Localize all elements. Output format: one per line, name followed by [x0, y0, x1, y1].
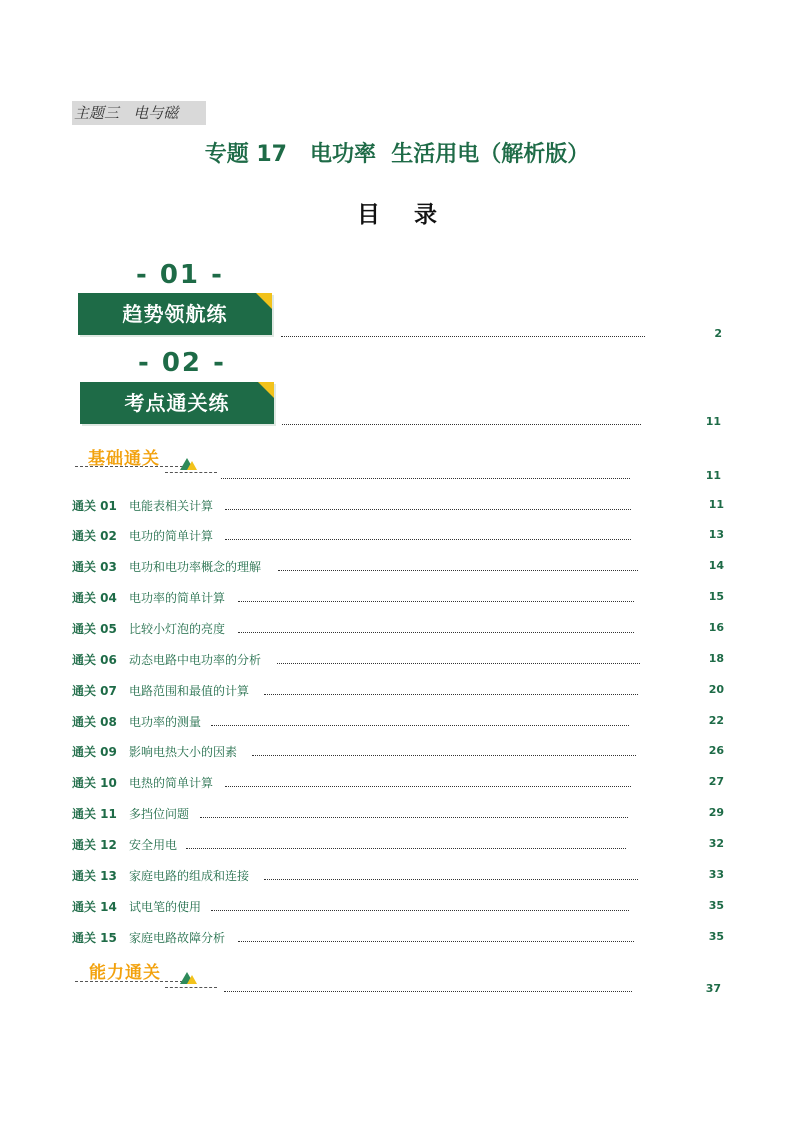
page-number: 35 [708, 930, 724, 943]
page-number: 15 [708, 590, 724, 603]
entry-label: 通关 04 [72, 591, 117, 605]
dot-leader [281, 336, 645, 337]
page-number: 32 [708, 837, 724, 850]
subsection-underline [165, 472, 217, 473]
entry-title: 电功率的测量 [129, 715, 202, 729]
entry-title: 影响电热大小的因素 [129, 745, 238, 759]
entry-label: 通关 05 [72, 622, 117, 636]
toc-entry[interactable] [72, 836, 724, 852]
dot-leader [264, 879, 638, 880]
toc-entry[interactable] [72, 774, 724, 790]
toc-entry[interactable] [72, 867, 724, 883]
entry-label: 通关 03 [72, 560, 117, 574]
dot-leader [200, 817, 628, 818]
page-title: 专题 17 电功率 生活用电（解析版） [204, 142, 590, 167]
section-number-01: - 01 - [136, 260, 224, 290]
toc-entry[interactable] [72, 497, 724, 513]
page-number: 26 [708, 744, 724, 757]
section-banner-02[interactable] [80, 382, 274, 424]
toc-entry[interactable] [72, 743, 724, 759]
toc-entry[interactable] [72, 527, 724, 543]
entry-title: 安全用电 [129, 838, 178, 852]
entry-label: 通关 07 [72, 684, 117, 698]
entry-title: 电路范围和最值的计算 [129, 684, 250, 698]
page-number: 37 [705, 982, 721, 995]
toc-entry[interactable] [72, 929, 724, 945]
subsection-basic[interactable]: 基础通关 [88, 449, 160, 469]
dot-leader [211, 725, 629, 726]
toc-entry[interactable] [72, 589, 724, 605]
dot-leader [238, 601, 634, 602]
dot-leader [277, 663, 640, 664]
dot-leader [225, 509, 631, 510]
page-number: 18 [708, 652, 724, 665]
dot-leader [238, 632, 634, 633]
subsection-ability[interactable]: 能力通关 [89, 963, 161, 983]
toc-entry[interactable] [72, 713, 724, 729]
entry-label: 通关 15 [72, 931, 117, 945]
entry-title: 电功率的简单计算 [129, 591, 226, 605]
corner-tab-icon [256, 293, 272, 309]
subsection-underline [75, 466, 183, 467]
dot-leader [264, 694, 638, 695]
section-number-02: - 02 - [138, 348, 226, 378]
corner-tab-icon [258, 382, 274, 398]
entry-title: 家庭电路故障分析 [129, 931, 226, 945]
page-number: 11 [708, 498, 724, 511]
page-number: 22 [708, 714, 724, 727]
dot-leader [221, 478, 630, 479]
toc-entry[interactable] [72, 651, 724, 667]
entry-title: 动态电路中电功率的分析 [129, 653, 262, 667]
topic-label: 主题三 电与磁 [72, 101, 206, 125]
entry-title: 家庭电路的组成和连接 [129, 869, 250, 883]
mountain-peak-icon [187, 461, 197, 470]
page-number: 13 [708, 528, 724, 541]
entry-title: 电功的简单计算 [129, 529, 214, 543]
page-number: 20 [708, 683, 724, 696]
entry-title: 电能表相关计算 [129, 499, 214, 513]
dot-leader [225, 539, 631, 540]
page-number: 11 [705, 415, 721, 428]
toc-entry[interactable] [72, 898, 724, 914]
entry-title: 电功和电功率概念的理解 [129, 560, 262, 574]
page-number: 16 [708, 621, 724, 634]
section-banner-label: 趋势领航练 [122, 302, 228, 326]
entry-label: 通关 01 [72, 499, 117, 513]
dot-leader [238, 941, 634, 942]
page-number: 35 [708, 899, 724, 912]
entry-title: 比较小灯泡的亮度 [129, 622, 226, 636]
entry-title: 电热的简单计算 [129, 776, 214, 790]
dot-leader [282, 424, 641, 425]
entry-title: 试电笔的使用 [129, 900, 202, 914]
entry-title: 多挡位问题 [129, 807, 190, 821]
dot-leader [211, 910, 629, 911]
entry-label: 通关 10 [72, 776, 117, 790]
entry-label: 通关 02 [72, 529, 117, 543]
page-number: 14 [708, 559, 724, 572]
subsection-underline [75, 981, 183, 982]
page-number: 11 [705, 469, 721, 482]
dot-leader [252, 755, 636, 756]
toc-heading: 目录 [357, 202, 471, 228]
dot-leader [186, 848, 626, 849]
entry-label: 通关 11 [72, 807, 117, 821]
entry-label: 通关 13 [72, 869, 117, 883]
page-number: 27 [708, 775, 724, 788]
entry-label: 通关 14 [72, 900, 117, 914]
section-banner-label: 考点通关练 [124, 391, 230, 415]
entry-label: 通关 08 [72, 715, 117, 729]
subsection-underline [165, 987, 217, 988]
page-number: 33 [708, 868, 724, 881]
page-number: 2 [714, 327, 722, 340]
page-number: 29 [708, 806, 724, 819]
entry-label: 通关 12 [72, 838, 117, 852]
entry-label: 通关 06 [72, 653, 117, 667]
toc-entry[interactable] [72, 682, 724, 698]
dot-leader [224, 991, 632, 992]
entry-label: 通关 09 [72, 745, 117, 759]
toc-entry[interactable] [72, 620, 724, 636]
dot-leader [278, 570, 638, 571]
toc-entry[interactable] [72, 558, 724, 574]
dot-leader [225, 786, 631, 787]
mountain-peak-icon [187, 975, 197, 984]
toc-entry[interactable] [72, 805, 724, 821]
section-banner-01[interactable] [78, 293, 272, 335]
